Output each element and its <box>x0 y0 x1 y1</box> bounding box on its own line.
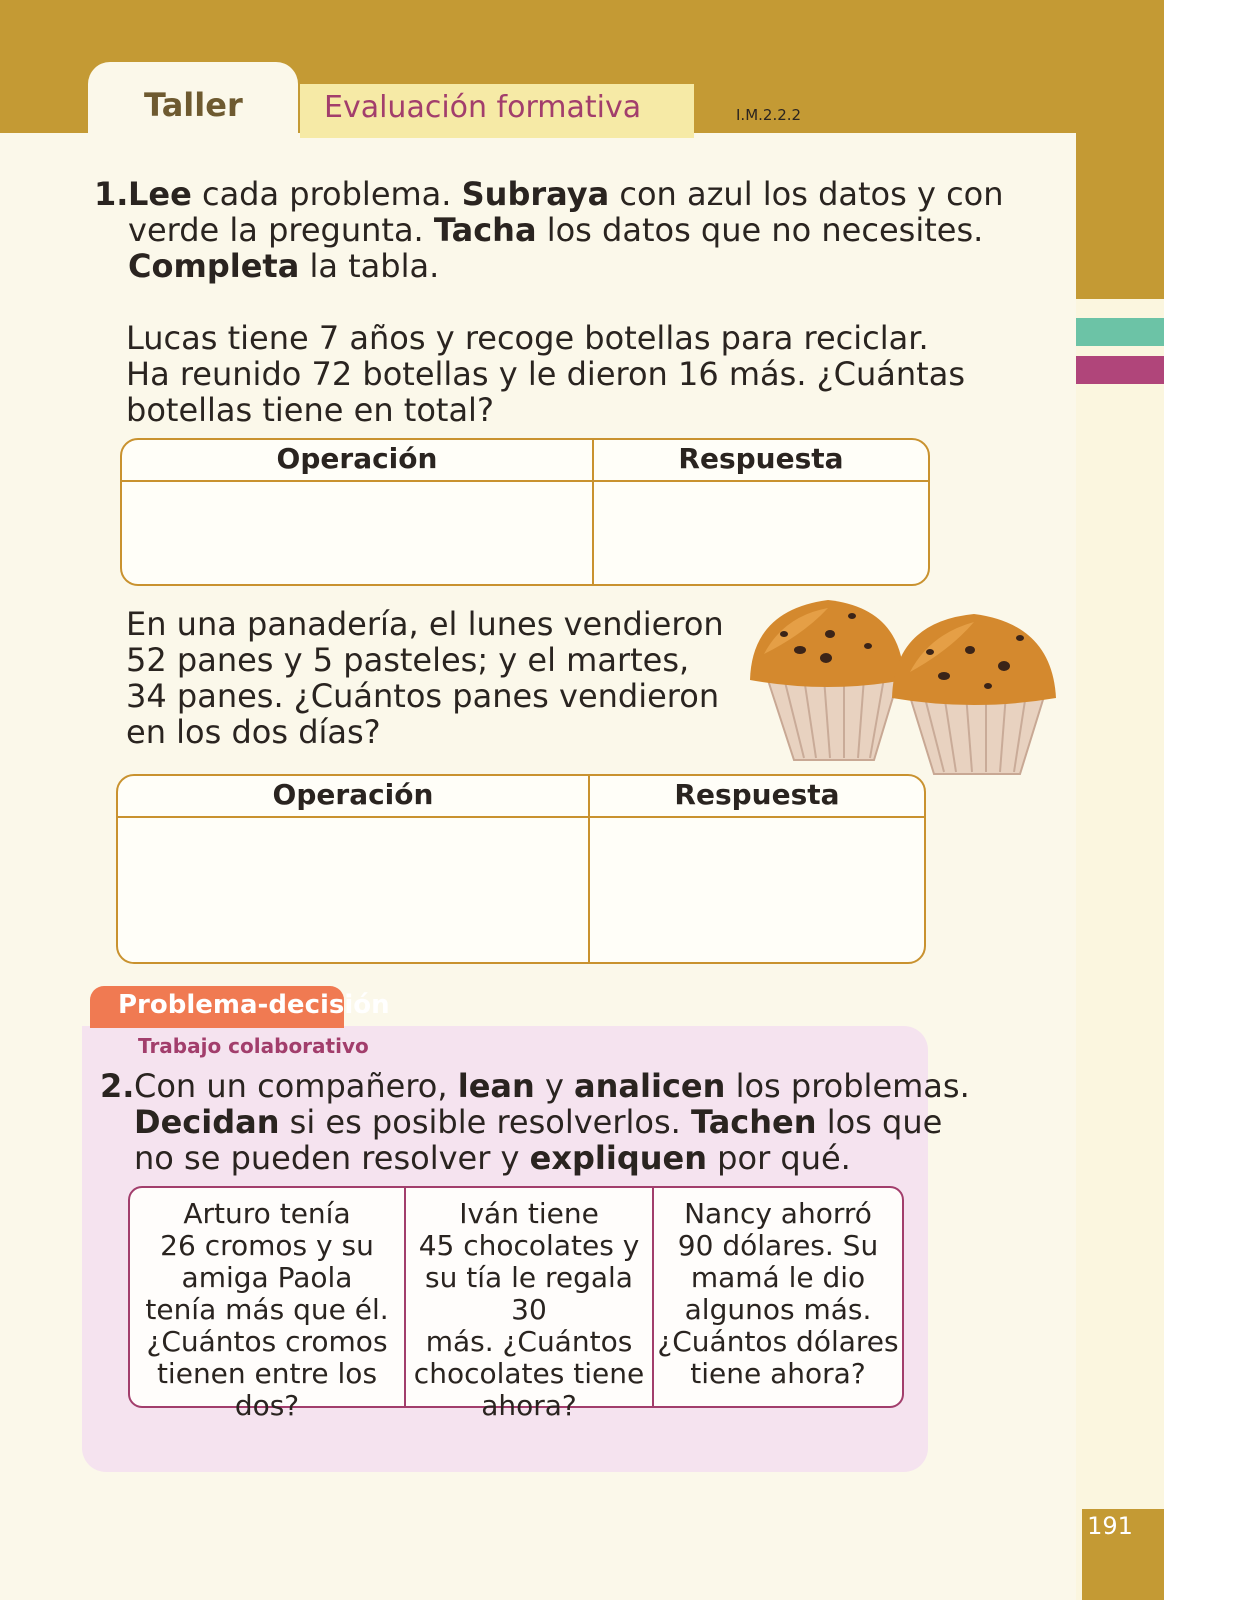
exercise-2-instruction-line-3: no se pueden resolver y expliquen por qué. <box>134 1139 851 1177</box>
section-label: Evaluación formativa <box>324 90 642 125</box>
problem-line: chocolates tiene <box>413 1357 645 1390</box>
problem-b-line: 34 panes. ¿Cuántos panes vendieron <box>126 677 720 715</box>
exercise-2-number: 2. <box>100 1067 135 1105</box>
taller-label: Taller <box>144 86 243 124</box>
right-gold-band <box>1076 133 1164 299</box>
teal-stripe <box>1076 318 1168 346</box>
table-header-divider <box>122 480 928 482</box>
page-number: 191 <box>1087 1512 1133 1540</box>
answer-header: Respuesta <box>674 778 840 811</box>
problem-line: Nancy ahorró <box>684 1197 872 1230</box>
problem-line: 90 dólares. Su <box>677 1229 879 1262</box>
right-margin <box>1076 133 1164 1600</box>
exercise-1-instruction-line-1: Lee cada problema. Subraya con azul los datos y con <box>128 175 1004 213</box>
operation-header: Operación <box>272 778 434 811</box>
problem-a-line: Lucas tiene 7 años y recoge botellas para reciclar. <box>126 319 929 357</box>
problem-b-line: 52 panes y 5 pasteles; y el martes, <box>126 641 690 679</box>
magenta-stripe <box>1076 356 1168 384</box>
problem-line: mamá le dio <box>690 1261 866 1294</box>
problem-line: ¿Cuántos cromos <box>146 1325 388 1358</box>
problem-b-line: en los dos días? <box>126 713 381 751</box>
problem-line: tienen entre los dos? <box>156 1357 378 1422</box>
problem-line: amiga Paola <box>181 1261 353 1294</box>
collaborative-work-label: Trabajo colaborativo <box>138 1034 369 1058</box>
operation-header: Operación <box>276 442 438 475</box>
table-header-divider <box>118 816 924 818</box>
problem-arturo <box>130 1198 404 1422</box>
exercise-2-instruction-line-1: Con un compañero, lean y analicen los problemas. <box>134 1067 970 1105</box>
problem-line: su tía le regala 30 <box>425 1261 633 1326</box>
problem-line: ¿Cuántos dólares <box>657 1325 899 1358</box>
muffins-image <box>744 594 1064 780</box>
problem-line: ahora? <box>481 1389 577 1422</box>
problem-ivan <box>406 1198 652 1422</box>
table-column-divider <box>592 440 594 584</box>
exercise-1-instruction-line-2: verde la pregunta. Tacha los datos que no necesites. <box>128 211 984 249</box>
answer-header: Respuesta <box>678 442 844 475</box>
decision-problems-table <box>128 1186 904 1422</box>
exercise-1-instruction-line-3: Completa la tabla. <box>128 247 440 285</box>
problem-line: 26 cromos y su <box>160 1229 374 1262</box>
exercise-2-instruction-line-2: Decidan si es posible resolverlos. Tachen los que <box>134 1103 943 1141</box>
problem-b-line: En una panadería, el lunes vendieron <box>126 605 724 643</box>
page-edge <box>1164 0 1236 1600</box>
problem-line: Iván tiene <box>459 1197 599 1230</box>
problem-line: más. ¿Cuántos <box>425 1325 633 1358</box>
problem-line: algunos más. <box>684 1293 872 1326</box>
exercise-1-number: 1. <box>94 175 129 213</box>
problem-line: Arturo tenía <box>183 1197 351 1230</box>
table-column-divider <box>588 776 590 962</box>
problem-a-line: Ha reunido 72 botellas y le dieron 16 más. ¿Cuántas <box>126 355 965 393</box>
problem-a-table <box>120 438 930 586</box>
decision-tab-label: Problema-decisión <box>118 990 390 1020</box>
problem-line: tenía más que él. <box>145 1293 389 1326</box>
problem-nancy <box>654 1198 902 1390</box>
problem-a-line: botellas tiene en total? <box>126 391 494 429</box>
indicator-code: I.M.2.2.2 <box>736 106 802 124</box>
problem-b-table <box>116 774 926 964</box>
problem-line: 45 chocolates y <box>418 1229 640 1262</box>
problem-line: tiene ahora? <box>690 1357 866 1390</box>
